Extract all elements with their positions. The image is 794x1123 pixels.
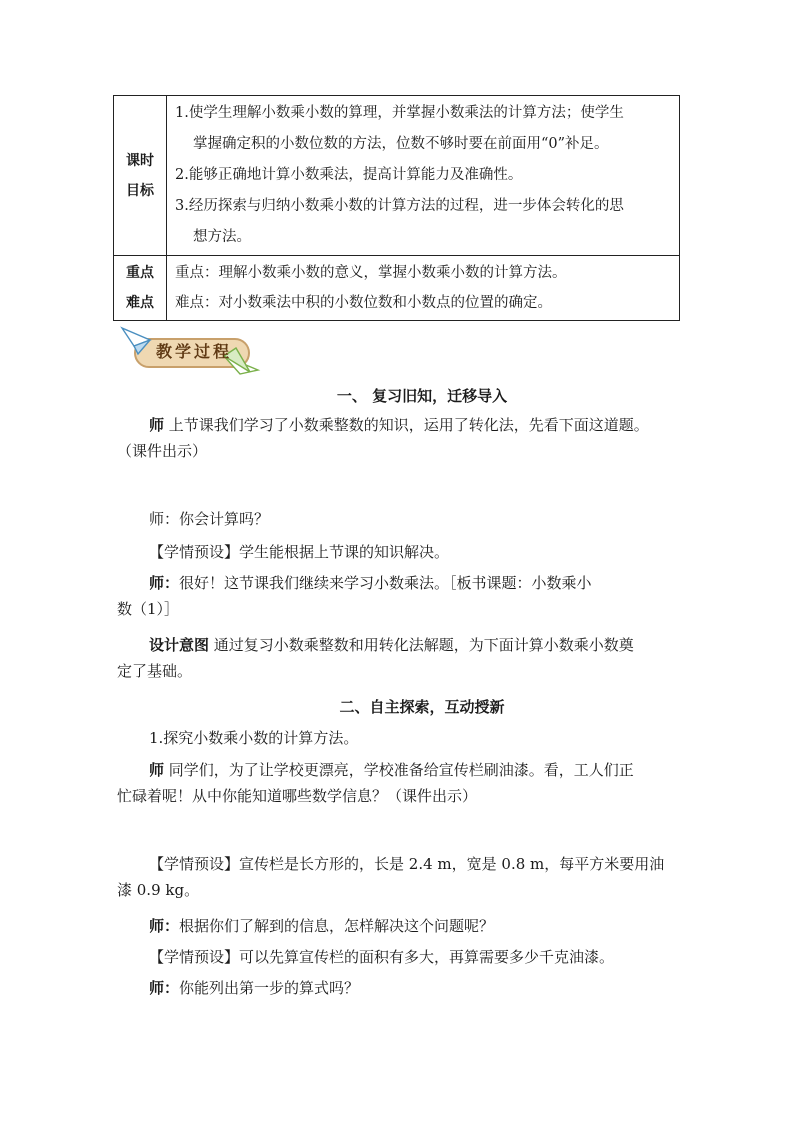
goal-2: 2.能够正确地计算小数乘法，提高计算能力及准确性。 <box>175 167 523 183</box>
goal-1: 1.使学生理解小数乘小数的算理，并掌握小数乘法的计算方法；使学生 掌握确定积的小数位数的方法，位数不够时要在前面用“0”补足。 <box>175 105 624 152</box>
paragraph: 师：根据你们了解到的信息，怎样解决这个问题呢？ <box>149 917 495 935</box>
goal-3: 3.经历探索与归纳小数乘小数的计算方法的过程，进一步体会转化的思 想方法。 <box>175 198 624 245</box>
section-1-heading: 一、 复习旧知，迁移导入 <box>336 387 508 405</box>
section-badge-text: 教学过程 <box>155 342 232 361</box>
paragraph: 师：很好！这节课我们继续来学习小数乘法。［板书课题：小数乘小 数（1）］ <box>117 574 592 618</box>
goals-label: 课时 目标 <box>114 96 167 256</box>
paragraph: 【学情预设】学生能根据上节课的知识解决。 <box>149 543 450 561</box>
paragraph: 师 上节课我们学习了小数乘整数的知识，运用了转化法，先看下面这道题。 （课件出示） <box>117 416 649 460</box>
key-points-label: 重点 难点 <box>114 256 167 321</box>
key-point: 重点：理解小数乘小数的意义，掌握小数乘小数的计算方法。 <box>175 265 567 281</box>
key-points-content <box>167 256 680 321</box>
paragraph: 师：你能列出第一步的算式吗？ <box>149 979 360 997</box>
paragraph: 【学情预设】宣传栏是长方形的，长是 2.4 m，宽是 0.8 m，每平方米要用油 漆 0.9 kg。 <box>117 855 665 899</box>
section-2-heading: 二、自主探索，互动授新 <box>339 698 505 716</box>
goals-content <box>167 96 680 256</box>
paragraph: 设计意图 通过复习小数乘整数和用转化法解题，为下面计算小数乘小数奠 定了基础。 <box>117 636 634 680</box>
objectives-table <box>113 95 680 321</box>
paragraph: 【学情预设】可以先算宣传栏的面积有多大，再算需要多少千克油漆。 <box>149 948 615 966</box>
section-badge <box>116 320 266 376</box>
paragraph: 师 同学们，为了让学校更漂亮，学校准备给宣传栏刷油漆。看，工人们正 忙碌着呢！从中你能知道哪些数学信息？（课件出示） <box>117 761 634 805</box>
paragraph: 师：你会计算吗？ <box>149 510 270 528</box>
difficult-point: 难点：对小数乘法中积的小数位数和小数点的位置的确定。 <box>175 295 552 311</box>
paragraph: 1.探究小数乘小数的计算方法。 <box>149 729 359 747</box>
